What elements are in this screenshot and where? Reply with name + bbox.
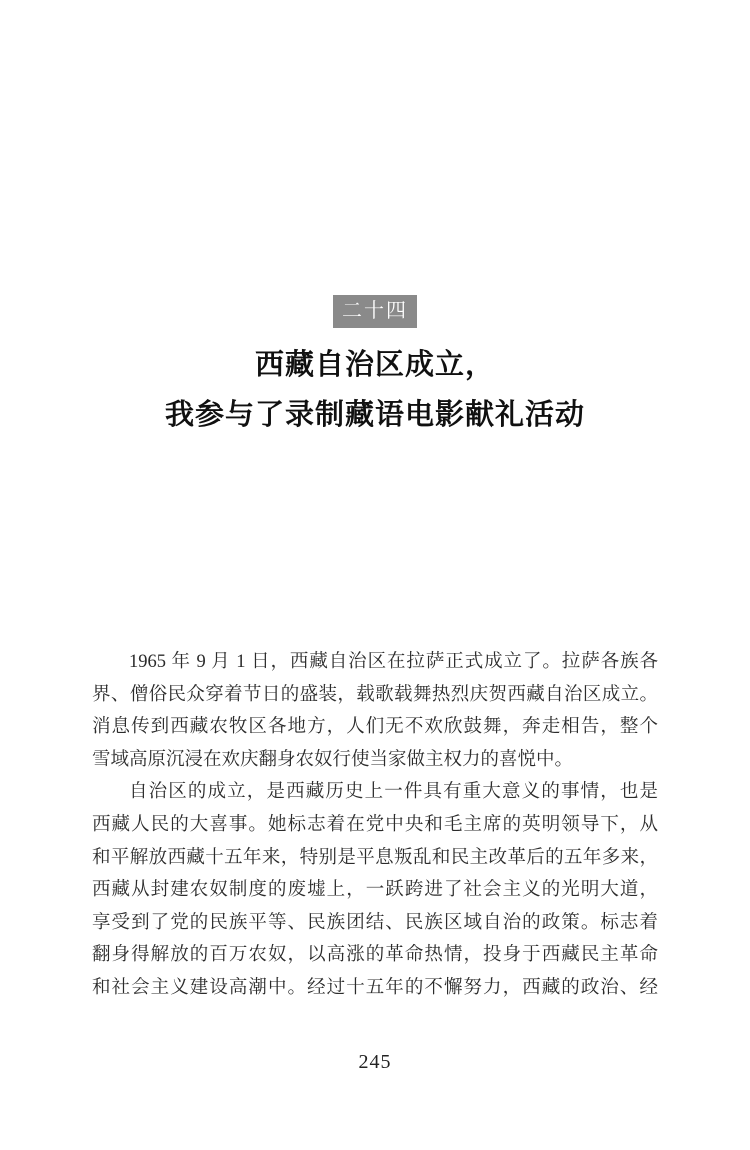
text-line: 和平解放西藏十五年来，特别是平息叛乱和民主改革后的五年多来，: [92, 847, 658, 868]
text-line: 1965 年 9 月 1 日，西藏自治区在拉萨正式成立了。拉萨各族各: [129, 652, 658, 672]
body-text: [92, 646, 658, 1005]
text-line: 消息传到西藏农牧区各地方，人们无不欢欣鼓舞，奔走相告，整个: [92, 717, 658, 738]
paragraph-2: [92, 776, 658, 1004]
text-line: 西藏从封建农奴制度的废墟上，一跃跨进了社会主义的光明大道，: [92, 880, 658, 901]
text-line: 自治区的成立，是西藏历史上一件具有重大意义的事情，也是: [129, 782, 658, 803]
text-line: 翻身得解放的百万农奴，以高涨的革命热情，投身于西藏民主革命: [92, 945, 658, 966]
chapter-title-line1: 西藏自治区成立，: [254, 349, 495, 381]
text-line: 雪域高原沉浸在欢庆翻身农奴行使当家做主权力的喜悦中。: [92, 749, 574, 770]
text-line: 界、僧俗民众穿着节日的盛装，载歌载舞热烈庆贺西藏自治区成立。: [92, 684, 658, 705]
chapter-title: [0, 340, 750, 440]
text-line: 西藏人民的大喜事。她标志着在党中央和毛主席的英明领导下，从: [92, 814, 658, 835]
page-number: 245: [358, 1051, 392, 1073]
chapter-title-line2: 我参与了录制藏语电影献礼活动: [164, 399, 585, 431]
chapter-number-badge: 二十四: [333, 295, 417, 328]
chapter-badge-row: [0, 295, 750, 328]
paragraph-1: [92, 646, 658, 776]
text-line: 和社会主义建设高潮中。经过十五年的不懈努力，西藏的政治、经: [92, 977, 658, 998]
text-line: 享受到了党的民族平等、民族团结、民族区域自治的政策。标志着: [92, 912, 658, 933]
